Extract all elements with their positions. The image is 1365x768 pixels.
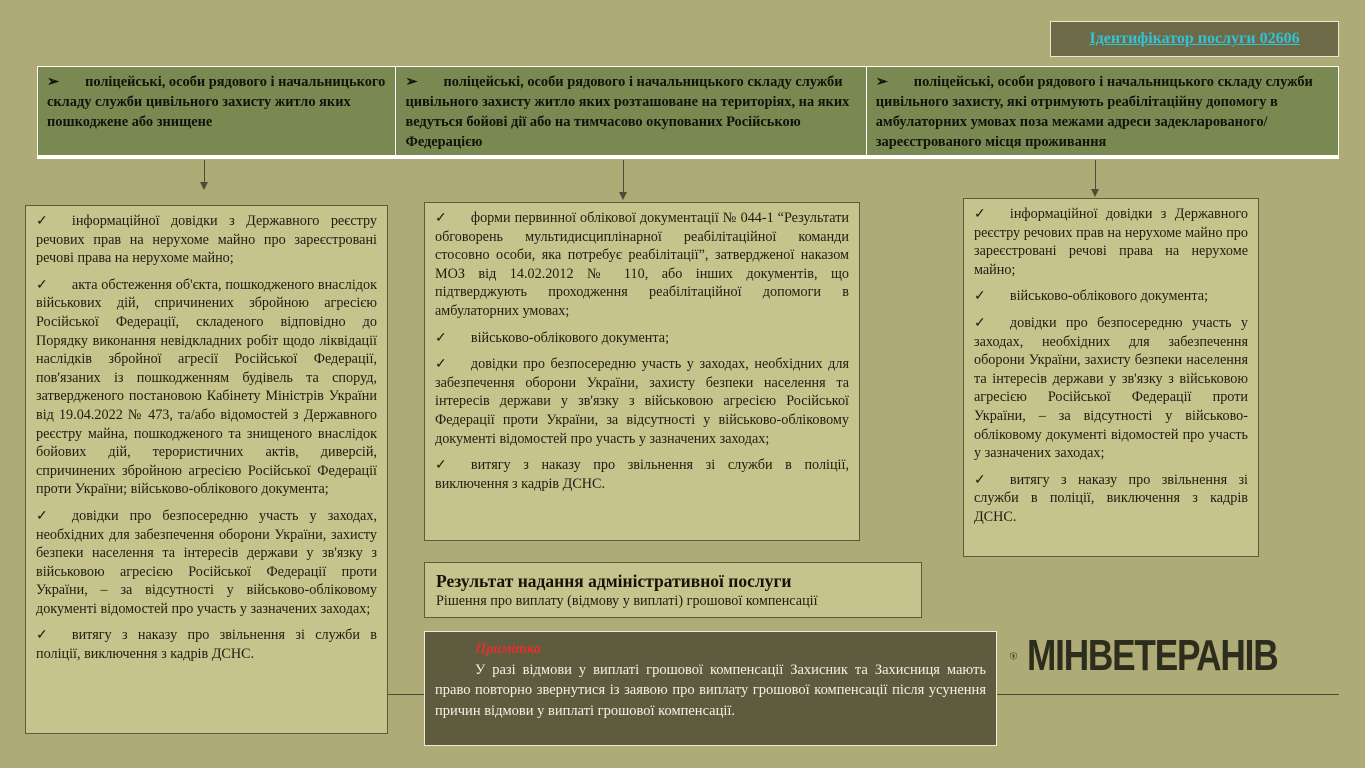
checkmark-icon: ✓ (36, 276, 48, 293)
logo-text: МІНВЕТЕРАНІВ (1026, 631, 1278, 680)
note-box (424, 631, 997, 746)
service-id-link[interactable]: Ідентифікатор послуги 02606 (1089, 30, 1300, 47)
document-item (974, 287, 1248, 306)
document-text: довідки про безпосередню участь у заходах, необхідних для забезпечення оборони України, захисту безпеки населення та інтересів держави у зв'язку з військовою агресією Російської Федерації проти України, – за відсутності у військово-обліковому документі відомостей про участь у зазначених заходах; (36, 507, 377, 617)
document-text: довідки про безпосередню участь у заходах, необхідних для забезпечення оборони України, захисту безпеки населення та інтересів держави у зв'язку з військовою агресією Російської Федерації проти України, – за відсутності у військово-обліковому документі відомостей про участь у зазначених заходах; (974, 314, 1248, 462)
document-item (435, 355, 849, 448)
ministry-logo (1010, 632, 1340, 680)
document-item (435, 456, 849, 493)
checkmark-icon: ✓ (435, 356, 447, 373)
document-item (974, 314, 1248, 463)
document-text: військово-облікового документа; (470, 329, 670, 346)
arrow-down-icon (1091, 189, 1099, 197)
note-text: У разі відмови у виплаті грошової компенсації Захисник та Захисниця мають право повторно звернутися із заявою про виплату грошової компенсації після усунення причин відмови у виплаті грошової компенсації. (435, 661, 986, 719)
category-text: поліцейські, особи рядового і начальницького складу служби цивільного захисту, які отримують реабілітаційну допомогу в амбулаторних умовах поза межами адреси задекларованого/зареєстрованого місця проживання (875, 74, 1313, 150)
checkmark-icon: ✓ (974, 314, 986, 331)
checkmark-icon: ✓ (974, 288, 986, 305)
document-item (435, 329, 849, 348)
divider-line (997, 694, 1339, 695)
document-item (435, 209, 849, 321)
service-id-box (1050, 21, 1339, 57)
divider-line (388, 694, 424, 695)
document-text: інформаційної довідки з Державного реєстру речових прав на нерухоме майно про зареєстровані речові права на нерухоме майно; (974, 206, 1248, 278)
document-text: довідки про безпосередню участь у заходах, необхідних для забезпечення оборони України, захисту безпеки населення та інтересів держави у зв'язку з військовою агресією Російської Федерації проти України, за відсутності у військово-обліковому документі відомостей про участь у зазначених заходах; (435, 356, 849, 447)
arrow-down-icon (619, 192, 627, 200)
checkmark-icon: ✓ (435, 329, 447, 346)
arrow-down-icon (200, 182, 208, 190)
document-text: військово-облікового документа; (1009, 288, 1209, 305)
checkmark-icon: ✓ (974, 471, 986, 488)
document-text: витягу з наказу про звільнення зі служби в поліції, виключення з кадрів ДСНС. (435, 457, 849, 492)
result-title: Результат надання адміністративної послуги (436, 571, 792, 591)
document-item (974, 471, 1248, 527)
arrow-bullet-icon: ➢ (875, 74, 888, 90)
document-item (36, 507, 377, 619)
arrow-bullet-icon: ➢ (405, 74, 418, 90)
arrow-bullet-icon: ➢ (47, 74, 60, 90)
emblem-icon (1010, 634, 1017, 678)
document-text: акта обстеження об'єкта, пошкодженого внаслідок військових дій, спричинених збройною агресією Російської Федерації, складеного відповідно до Порядку виконання невідкладних робіт щодо ліквідації наслідків збройної агресії Російської Федерації, пов'язаних із пошкодженням будівель та споруд, затвердженого постановою Кабінету Міністрів України від 19.04.2022 № 473, та/або відомостей з Державного реєстру майна, пошкодженого та знищеного внаслідок бойових дій, терористичних актів, диверсій, спричинених збройною агресією Російської Федерації проти України; військово-облікового документа; (36, 276, 377, 498)
document-text: інформаційної довідки з Державного реєстру речових прав на нерухоме майно про зареєстровані речові права на нерухоме майно; (36, 213, 377, 267)
document-text: витягу з наказу про звільнення зі служби в поліції, виключення з кадрів ДСНС. (36, 627, 377, 663)
note-title: Примітка (475, 641, 542, 657)
category-text: поліцейські, особи рядового і начальницького складу служби цивільного захисту житло яких розташоване на територіях, на яких ведуться бойові дії або на тимчасово окупованих Російською Федерацією (405, 74, 850, 150)
checkmark-icon: ✓ (974, 206, 986, 222)
categories-table (37, 66, 1339, 159)
document-item (974, 205, 1248, 279)
connector-line (623, 160, 624, 192)
category-cell (38, 67, 396, 155)
checkmark-icon: ✓ (435, 210, 447, 226)
checkmark-icon: ✓ (36, 627, 48, 644)
connector-line (204, 160, 205, 182)
category-cell (396, 67, 866, 155)
checkmark-icon: ✓ (435, 457, 447, 474)
document-item (36, 626, 377, 663)
result-text: Рішення про виплату (відмову у виплаті) грошової компенсації (436, 593, 818, 609)
checkmark-icon: ✓ (36, 507, 48, 524)
document-item (36, 212, 377, 268)
result-box (424, 562, 922, 618)
documents-box-right (963, 198, 1259, 557)
document-text: форми первинної облікової документації № 044-1 “Результати обговорень мультидисциплінарної реабілітаційної команди стосовно особи, яка потребує реабілітації”, затвердженої наказом МОЗ від 14.02.2012 № 110, або інших документів, що підтверджують проходження реабілітаційної допомоги в амбулаторних умовах; (435, 210, 849, 319)
documents-box-left (25, 205, 388, 734)
document-item (36, 276, 377, 499)
category-text: поліцейські, особи рядового і начальницького складу служби цивільного захисту житло яких пошкоджене або знищене (47, 74, 386, 130)
document-text: витягу з наказу про звільнення зі служби в поліції, виключення з кадрів ДСНС. (974, 471, 1248, 525)
category-cell (867, 67, 1338, 155)
connector-line (1095, 160, 1096, 190)
checkmark-icon: ✓ (36, 213, 48, 229)
documents-box-middle (424, 202, 860, 541)
